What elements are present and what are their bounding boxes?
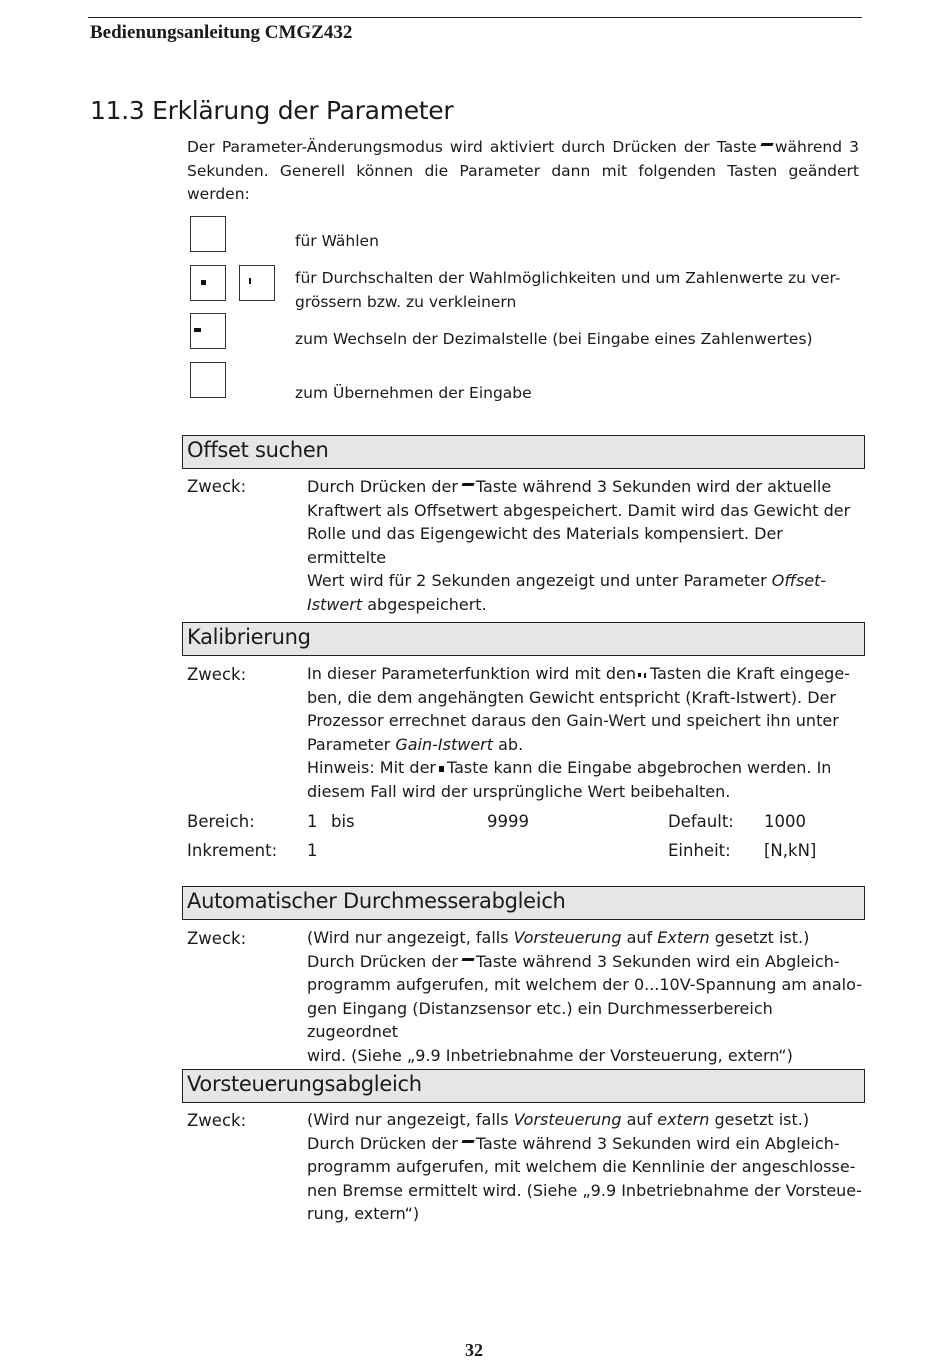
inkrement-label: Inkrement:: [187, 841, 278, 860]
document-title: Bedienungsanleitung CMGZ432: [90, 22, 353, 43]
offset-purpose-text: Durch Drücken der Taste während 3 Sekunden wird der aktuelle Kraftwert als Offsetwert abgespeichert. Damit wird das Gewicht der Rolle und das Eigengewicht des Materials kompensiert. Der ermittelte Wert wird für 2 Sekunden angezeigt und unter Parameter Offset- Istwert abgespeichert.: [307, 477, 851, 614]
vorst-purpose-label: Zweck:: [187, 1111, 247, 1130]
arrow-key-icon: [758, 143, 773, 152]
kalib-purpose-label: Zweck:: [187, 665, 247, 684]
bereich-bis: bis: [331, 812, 355, 831]
default-label: Default:: [668, 812, 734, 831]
bereich-min: 1: [307, 812, 318, 831]
bereich-max: 9999: [487, 812, 529, 831]
einheit-value: [N,kN]: [764, 841, 817, 860]
down-key-icon: [190, 265, 226, 301]
key-desc-select: für Wählen: [295, 232, 379, 250]
section-vorsteuerungsabgleich: Vorsteuerungsabgleich: [182, 1069, 865, 1103]
select-key-icon: [190, 216, 226, 252]
bereich-label: Bereich:: [187, 812, 255, 831]
header-rule: [88, 17, 862, 18]
decimal-key-icon: [190, 313, 226, 349]
default-value: 1000: [764, 812, 806, 831]
auto-purpose-text: (Wird nur angezeigt, falls Vorsteuerung auf Extern gesetzt ist.) Durch Drücken der Taste während 3 Sekunden wird ein Abgleich- programm aufgerufen, mit welchem der 0...10V-Spannung am analo- gen Eingang (Distanzsensor etc.) ein Durchmesserbereich zugeordnet wird. (Siehe „9.9 Inbetriebnahme der Vorsteuerung, extern“): [307, 928, 862, 1065]
auto-purpose-label: Zweck:: [187, 929, 247, 948]
section-kalibrierung: Kalibrierung: [182, 622, 865, 656]
section-offset-suchen: Offset suchen: [182, 435, 865, 469]
vorst-purpose-text: (Wird nur angezeigt, falls Vorsteuerung auf extern gesetzt ist.) Durch Drücken der Taste während 3 Sekunden wird ein Abgleich- programm aufgerufen, mit welchem die Kennlinie der angeschlosse- nen Bremse ermittelt wird. (Siehe „9.9 Inbetriebnahme der Vorsteue- rung, extern“): [307, 1110, 862, 1224]
einheit-label: Einheit:: [668, 841, 731, 860]
inkrement-value: 1: [307, 841, 318, 860]
section-auto-durchmesser: Automatischer Durchmesserabgleich: [182, 886, 865, 920]
page-number: 32: [465, 1340, 483, 1360]
key-desc-cycle: für Durchschalten der Wahlmöglichkeiten und um Zahlenwerte zu ver- grössern bzw. zu verkleinern: [295, 269, 841, 311]
section-heading: 11.3 Erklärung der Parameter: [90, 96, 454, 125]
intro-paragraph: Der Parameter-Änderungsmodus wird aktiviert durch Drücken der Taste während 3 Sekunden. Generell können die Parameter dann mit folgenden Tasten geändert werden:: [187, 138, 859, 204]
key-desc-enter: zum Übernehmen der Eingabe: [295, 384, 532, 402]
up-key-icon: [239, 265, 275, 301]
key-desc-decimal: zum Wechseln der Dezimalstelle (bei Eingabe eines Zahlenwertes): [295, 330, 813, 348]
offset-purpose-label: Zweck:: [187, 477, 247, 496]
enter-key-icon: [190, 362, 226, 398]
kalib-purpose-text: In dieser Parameterfunktion wird mit den Tasten die Kraft eingege- ben, die dem angehängten Gewicht entspricht (Kraft-Istwert). Der Prozessor errechnet daraus den Gain-Wert und speichert ihn unter Parameter Gain-Istwert ab. Hinweis: Mit der Taste kann die Eingabe abgebrochen werden. In diesem Fall wird der ursprüngliche Wert beibehalten.: [307, 664, 850, 801]
